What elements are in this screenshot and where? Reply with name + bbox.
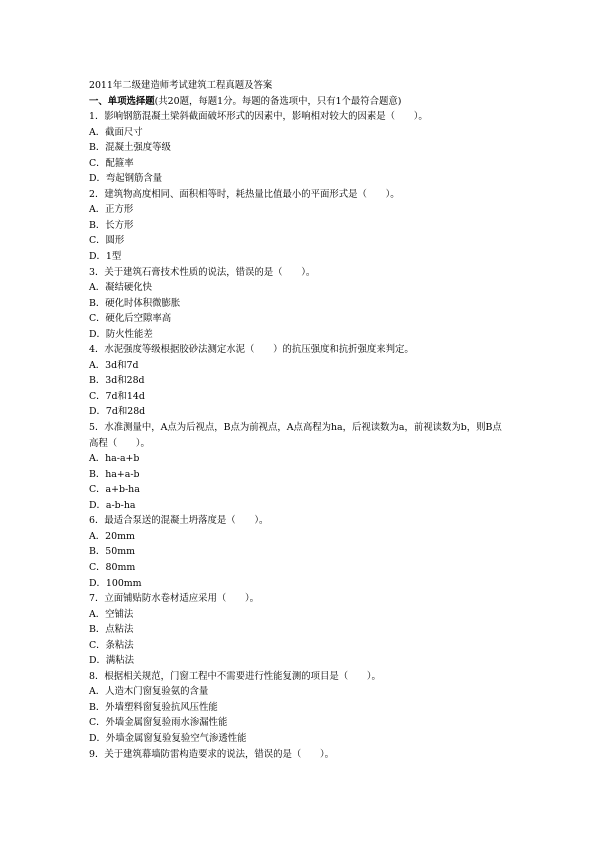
option-5c: C．a+b-ha — [89, 484, 140, 496]
option-3d: D．防火性能差 — [89, 328, 153, 340]
question-4: 4．水泥强度等级根据胶砂法测定水泥（ ）的抗压强度和抗折强度来判定。 — [89, 344, 414, 356]
option-6d: D．100mm — [89, 577, 142, 589]
option-8b: B．外墙塑料窗复验抗风压性能 — [89, 701, 218, 713]
option-1c: C．配箍率 — [89, 157, 134, 169]
option-2d: D．1型 — [89, 251, 122, 263]
option-4c: C．7d和14d — [89, 390, 145, 402]
option-8d: D．外墙金属窗复验复验空气渗透性能 — [89, 732, 247, 744]
option-2a: A．正方形 — [89, 204, 134, 216]
option-7d: D．满粘法 — [89, 655, 135, 667]
option-3b: B．硬化时体积微膨胀 — [89, 297, 181, 309]
question-9: 9．关于建筑幕墙防雷构造要求的说法，错误的是（ ）。 — [89, 748, 335, 760]
document-page — [89, 78, 509, 762]
section-heading — [89, 94, 509, 110]
option-5a: A．ha-a+b — [89, 453, 140, 465]
option-2b: B．长方形 — [89, 219, 134, 231]
document-title: 2011年二级建造师考试建筑工程真题及答案 — [89, 80, 273, 91]
section-heading-note: (共20题，每题1分。每题的备选项中，只有1个最符合题意) — [154, 95, 402, 107]
option-7b: B．点粘法 — [89, 624, 134, 636]
option-5b: B．ha+a-b — [89, 468, 140, 480]
option-7a: A．空铺法 — [89, 608, 134, 620]
option-5d: D．a-b-ha — [89, 499, 136, 511]
question-8: 8．根据相关规范，门窗工程中不需要进行性能复测的项目是（ ）。 — [89, 670, 381, 682]
option-1a: A．截面尺寸 — [89, 126, 143, 138]
option-6a: A．20mm — [89, 530, 135, 542]
option-7c: C．条粘法 — [89, 639, 134, 651]
option-3a: A．凝结硬化快 — [89, 282, 153, 294]
question-2: 2．建筑物高度相同、面积相等时，耗热量比值最小的平面形式是（ ）。 — [89, 188, 400, 200]
question-6: 6．最适合泵送的混凝土坍落度是（ ）。 — [89, 515, 269, 527]
question-7: 7．立面铺贴防水卷材适应采用（ ）。 — [89, 593, 260, 605]
question-1: 1．影响钢筋混凝土梁斜截面破坏形式的因素中，影响相对较大的因素是（ ）。 — [89, 111, 428, 123]
question-3: 3．关于建筑石膏技术性质的说法，错误的是（ ）。 — [89, 266, 316, 278]
option-8a: A．人造木门窗复验氨的含量 — [89, 686, 209, 698]
option-1d: D．弯起钢筋含量 — [89, 173, 163, 185]
option-8c: C．外墙金属窗复验雨水渗漏性能 — [89, 717, 228, 729]
question-5: 5．水准测量中，A点为后视点，B点为前视点，A点高程为ha，后视读数为a，前视读数为b，则B点高程（ ）。 — [89, 422, 502, 449]
option-3c: C．硬化后空隙率高 — [89, 313, 172, 325]
option-2c: C．圆形 — [89, 235, 125, 247]
option-6b: B．50mm — [89, 546, 135, 558]
section-heading-bold: 一、单项选择题 — [89, 95, 155, 107]
option-6c: C．80mm — [89, 561, 136, 573]
option-1b: B．混凝土强度等级 — [89, 142, 171, 154]
option-4b: B．3d和28d — [89, 375, 145, 387]
option-4a: A．3d和7d — [89, 359, 139, 371]
option-4d: D．7d和28d — [89, 406, 146, 418]
